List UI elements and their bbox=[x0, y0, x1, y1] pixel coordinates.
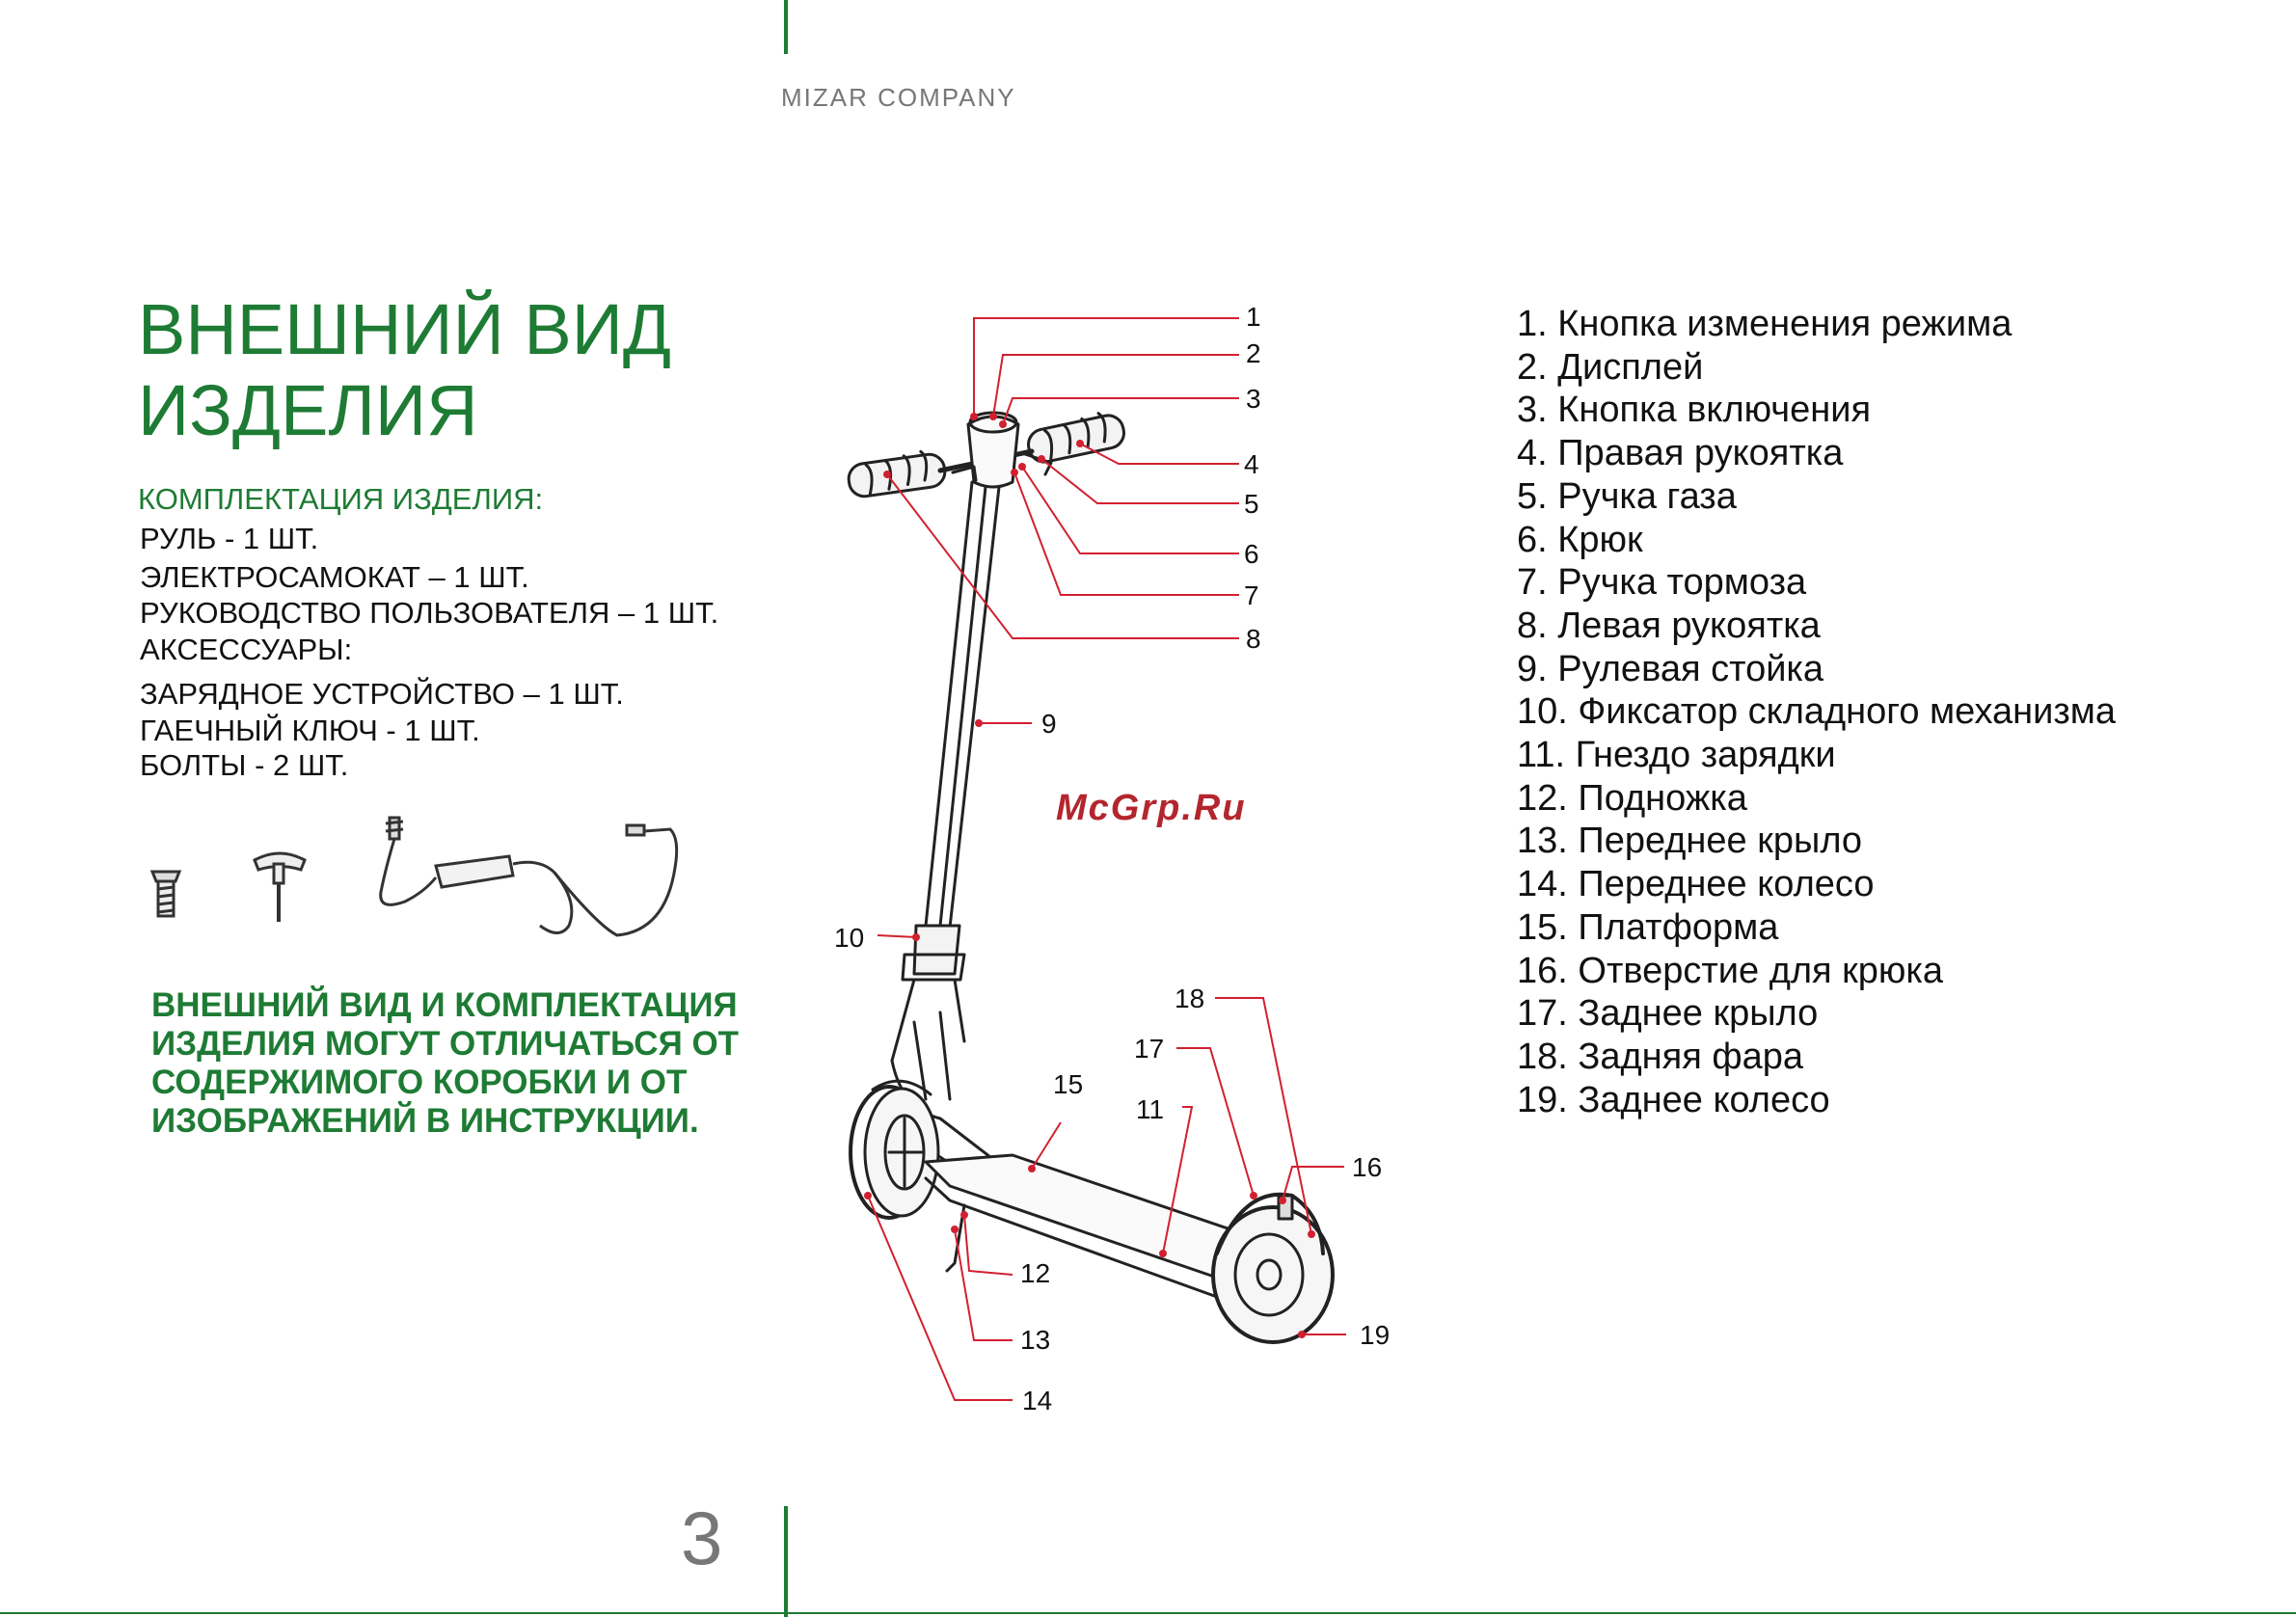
legend-item: 13. Переднее крыло bbox=[1517, 821, 1863, 862]
legend-item: 4. Правая рукоятка bbox=[1517, 433, 1844, 474]
legend-item: 14. Переднее колесо bbox=[1517, 864, 1875, 905]
legend-item: 7. Ручка тормоза bbox=[1517, 562, 1807, 604]
kit-item: ЭЛЕКТРОСАМОКАТ – 1 ШТ. bbox=[140, 560, 529, 594]
callout-16: 16 bbox=[1352, 1152, 1383, 1182]
kit-item: АКСЕССУАРЫ: bbox=[140, 633, 353, 666]
legend-item: 9. Рулевая стойка bbox=[1517, 648, 1824, 689]
kit-item: РУКОВОДСТВО ПОЛЬЗОВАТЕЛЯ – 1 ШТ. bbox=[140, 596, 719, 630]
callout-11: 11 bbox=[1136, 1094, 1165, 1124]
page-number: 3 bbox=[681, 1496, 723, 1580]
callout-10: 10 bbox=[834, 923, 865, 953]
callout-5: 5 bbox=[1244, 489, 1259, 519]
callout-3: 3 bbox=[1246, 384, 1261, 414]
legend-item: 6. Крюк bbox=[1517, 519, 1643, 560]
kit-item: ЗАРЯДНОЕ УСТРОЙСТВО – 1 ШТ. bbox=[140, 677, 624, 711]
legend-item: 19. Заднее колесо bbox=[1517, 1079, 1830, 1120]
callout-8: 8 bbox=[1246, 624, 1261, 654]
legend-item: 2. Дисплей bbox=[1517, 346, 1704, 388]
legend-item: 15. Платформа bbox=[1517, 906, 1779, 948]
kit-heading: КОМПЛЕКТАЦИЯ ИЗДЕЛИЯ: bbox=[138, 482, 544, 516]
callout-7: 7 bbox=[1244, 580, 1259, 610]
kit-item: ГАЕЧНЫЙ КЛЮЧ - 1 ШТ. bbox=[140, 714, 480, 747]
callout-18: 18 bbox=[1175, 984, 1205, 1013]
legend-item: 11. Гнездо зарядки bbox=[1517, 735, 1836, 776]
company-name: MIZAR COMPANY bbox=[781, 83, 1016, 112]
callout-14: 14 bbox=[1022, 1386, 1053, 1415]
legend-item: 17. Заднее крыло bbox=[1517, 993, 1819, 1035]
legend-item: 5. Ручка газа bbox=[1517, 475, 1737, 517]
callout-13: 13 bbox=[1020, 1325, 1051, 1355]
appearance-warning: ВНЕШНИЙ ВИД И КОМПЛЕКТАЦИЯ ИЗДЕЛИЯ МОГУТ ОТЛИЧАТЬСЯ ОТ СОДЕРЖИМОГО КОРОБКИ И ОТ ИЗОБРАЖЕНИЙ В ИНСТРУКЦИИ. bbox=[151, 986, 740, 1140]
title-line-1: ВНЕШНИЙ ВИД bbox=[138, 289, 672, 369]
left-grip bbox=[847, 451, 947, 499]
callout-1: 1 bbox=[1246, 302, 1261, 332]
callout-17: 17 bbox=[1134, 1034, 1165, 1064]
callout-19: 19 bbox=[1360, 1320, 1391, 1350]
title-line-2: ИЗДЕЛИЯ bbox=[138, 370, 478, 450]
legend-item: 10. Фиксатор складного механизма bbox=[1517, 691, 2117, 733]
legend-item: 12. Подножка bbox=[1517, 777, 1747, 819]
callout-6: 6 bbox=[1244, 539, 1259, 569]
parts-legend bbox=[1517, 303, 2116, 1121]
legend-item: 8. Левая рукоятка bbox=[1517, 605, 1821, 646]
callout-15: 15 bbox=[1053, 1069, 1084, 1099]
callout-4: 4 bbox=[1244, 449, 1259, 479]
legend-item: 16. Отверстие для крюка bbox=[1517, 950, 1944, 991]
callout-12: 12 bbox=[1020, 1258, 1051, 1288]
legend-item: 3. Кнопка включения bbox=[1517, 390, 1872, 431]
callout-9: 9 bbox=[1041, 709, 1057, 739]
legend-item: 1. Кнопка изменения режима bbox=[1517, 304, 2012, 344]
kit-item: БОЛТЫ - 2 ШТ. bbox=[140, 748, 349, 782]
kit-item: РУЛЬ - 1 ШТ. bbox=[140, 522, 319, 555]
watermark: McGrp.Ru bbox=[1056, 788, 1247, 828]
legend-item: 18. Задняя фара bbox=[1517, 1036, 1804, 1077]
callout-2: 2 bbox=[1246, 338, 1261, 368]
